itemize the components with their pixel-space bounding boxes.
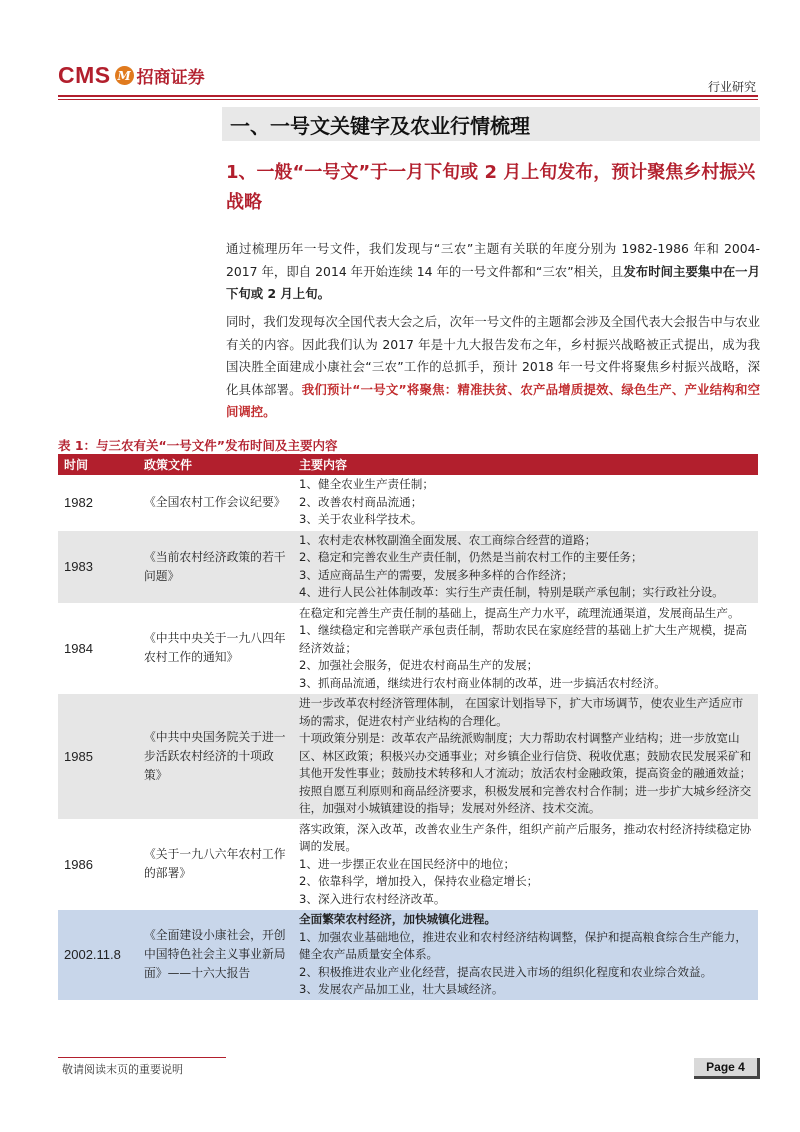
header-time: 时间 [58,454,138,475]
content-item: 4、进行人民公社体制改革：实行生产责任制，特别是联产承包制；实行政社分设。 [299,585,724,599]
footer-disclaimer: 敬请阅读末页的重要说明 [62,1063,183,1076]
table-row [58,819,758,910]
paragraph-2 [226,311,760,424]
content-item: 2、依靠科学，增加投入，保持农业稳定增长； [299,874,539,888]
table-row [58,910,758,1001]
cell-policy: 《当前农村经济政策的若干问题》 [138,530,293,603]
paragraph-1-bold: 发布时间主要集中在一月下旬或 2 月上旬。 [226,263,760,301]
cell-policy: 《全国农村工作会议纪要》 [138,475,293,530]
content-item: 2、加强社会服务，促进农村商品生产的发展； [299,658,539,672]
report-type-label: 行业研究 [707,80,756,94]
header-policy: 政策文件 [138,454,293,475]
content-item: 在稳定和完善生产责任制的基础上，提高生产力水平，疏理流通渠道，发展商品生产。 [299,605,740,620]
content-item: 2、积极推进农业产业化经营，提高农民进入市场的组织化程度和农业综合效益。 [299,964,713,979]
content-item: 2、稳定和完善农业生产责任制，仍然是当前农村工作的主要任务； [299,550,643,564]
page-number: Page 4 [694,1058,760,1079]
table-header-row [58,454,758,475]
content-item: 1、继续稳定和完善联产承包责任制，帮助农民在家庭经营的基础上扩大生产规模，提高经济效益； [299,623,747,655]
policy-table [58,454,758,1001]
content-item: 3、适应商品生产的需要，发展多种多样的合作经济； [299,567,574,582]
cell-year: 1983 [58,530,138,603]
cell-policy: 《关于一九八六年农村工作的部署》 [138,819,293,910]
table-caption: 表 1：与三农有关“一号文件”发布时间及主要内容 [58,438,338,453]
subsection-title: 1、一般“一号文”于一月下旬或 2 月上旬发布，预计聚焦乡村振兴战略 [226,162,756,213]
content-item: 1、进一步摆正农业在国民经济中的地位； [299,856,516,871]
cell-content [293,694,758,820]
paragraph-1 [226,238,760,306]
cell-policy: 《全面建设小康社会，开创中国特色社会主义事业新局面》——十六大报告 [138,910,293,1001]
table-row [58,603,758,694]
cell-year: 1982 [58,475,138,530]
content-item: 3、发展农产品加工业，壮大县域经济。 [299,982,504,996]
section-title: 一、一号文关键字及农业行情梳理 [230,114,530,138]
paragraph-1-text: 通过梳理历年一号文件，我们发现与“三农”主题有关联的年度分别为 1982-1986 年和 2004-2017 年，即自 2014 年开始连续 14 年的一号文件都和“三农”相关，且 [226,241,760,279]
content-item: 进一步改革农村经济管理体制， 在国家计划指导下，扩大市场调节，使农业生产适应市场的需求，促进农村产业结构的合理化。 [299,696,744,728]
cell-content [293,819,758,910]
paragraph-2-highlight: 我们预计“一号文”将聚焦：精准扶贫、农产品增质提效、绿色生产、产业结构和空间调控。 [226,381,760,419]
cell-content [293,910,758,1001]
cell-year: 1984 [58,603,138,694]
cell-policy: 《中共中央国务院关于进一步活跃农村经济的十项政策》 [138,694,293,820]
cell-content [293,603,758,694]
content-item: 1、健全农业生产责任制； [299,477,434,491]
header-divider-thin [58,99,758,100]
content-item: 3、抓商品流通，继续进行农村商业体制的改革，进一步搞活农村经济。 [299,675,666,690]
logo-text-en: CMS [58,62,111,88]
cell-year: 2002.11.8 [58,910,138,1001]
footer-divider [58,1057,226,1058]
cell-year: 1985 [58,694,138,820]
content-item: 1、农村走农林牧副渔全面发展、农工商综合经营的道路； [299,532,597,547]
content-item: 十项政策分别是：改革农产品统派购制度；大力帮助农村调整产业结构；进一步放宽山区、林区政策；积极兴办交通事业；对乡镇企业行信贷、税收优惠；鼓励农民发展采矿和其他开发性事业；鼓励技术转移和人才流动；放活农村金融政策，提高资金的融通效益；按照自愿互利原则和商品经济要求，积极发展和完善农村合作制；进一步扩大城乡经济交往，加强对小城镇建设的指导；发展对外经济、技术交流。 [299,731,752,815]
header-content: 主要内容 [293,454,758,475]
company-logo [58,62,205,89]
cell-content [293,475,758,530]
table-row [58,475,758,530]
content-item: 1、加强农业基础地位，推进农业和农村经济结构调整，保护和提高粮食综合生产能力，健全农产品质量安全体系。 [299,929,747,961]
cell-content [293,530,758,603]
content-item: 3、深入进行农村经济改革。 [299,891,446,906]
table-row [58,530,758,603]
content-item: 2、改善农村商品流通； [299,494,423,509]
logo-mark-icon: M [115,66,134,85]
logo-text-cn: 招商证券 [136,68,205,88]
cell-policy: 《中共中央关于一九八四年农村工作的通知》 [138,603,293,694]
header-divider [58,95,758,97]
table-row [58,694,758,820]
table-body [58,475,758,1000]
cell-year: 1986 [58,819,138,910]
content-item: 落实政策，深入改革，改善农业生产条件，组织产前产后服务，推动农村经济持续稳定协调的发展。 [299,821,752,853]
content-item: 全面繁荣农村经济，加快城镇化进程。 [299,912,497,926]
paragraph-2-text: 同时，我们发现每次全国代表大会之后，次年一号文件的主题都会涉及全国代表大会报告中与农业有关的内容。因此我们认为 2017 年是十九大报告发布之年，乡村振兴战略被正式提出，成为我国决胜全面建成小康社会“三农”工作的总抓手，预计 2018 年一号文件将聚焦乡村振兴战略，深化具体部署。 [226,314,760,397]
content-item: 3、关于农业科学技术。 [299,512,423,526]
